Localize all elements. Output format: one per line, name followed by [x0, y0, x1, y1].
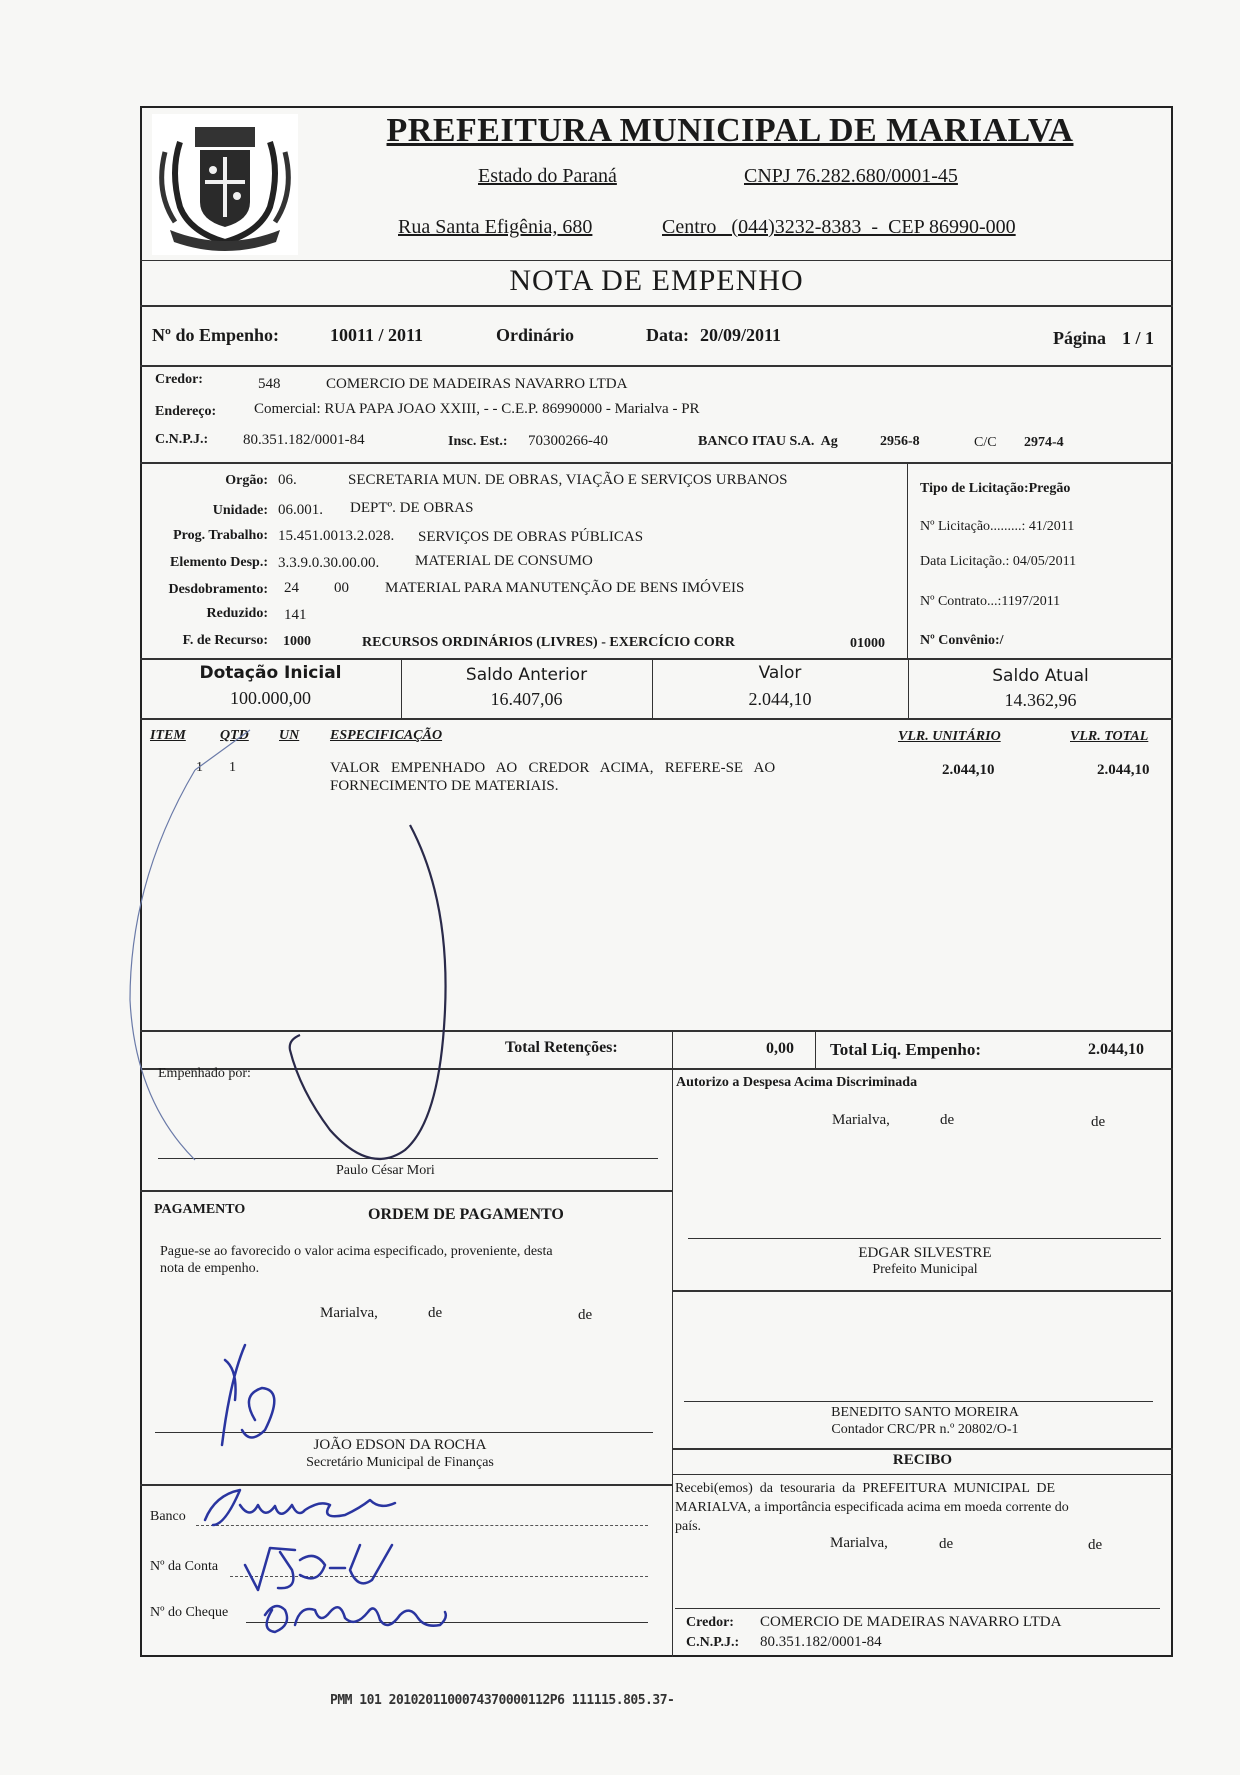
unidade-code: 06.001.	[278, 502, 323, 518]
date-label: Data:	[646, 325, 689, 345]
address-label: Endereço:	[155, 404, 217, 419]
ie-value: 70300266-40	[528, 433, 608, 449]
secretario-role: Secretário Municipal de Finanças	[306, 1455, 494, 1470]
orgao-name: SECRETARIA MUN. DE OBRAS, VIAÇÃO E SERVIÇOS URBANOS	[348, 472, 788, 488]
desd-code2: 00	[334, 580, 349, 596]
empenho-number: 10011 / 2011	[330, 325, 424, 345]
dotacao-value: 100.000,00	[230, 688, 311, 708]
item-unit-value: 2.044,10	[942, 762, 995, 778]
saldo-atual-value: 14.362,96	[1004, 690, 1077, 710]
elem-label: Elemento Desp.:	[170, 555, 268, 570]
empenhado-name: Paulo César Mori	[336, 1163, 435, 1178]
empenhado-label: Empenhado por:	[158, 1066, 251, 1081]
large-loop-signature	[290, 825, 446, 1159]
valor-value: 2.044,10	[748, 689, 812, 709]
reduzido-value: 141	[284, 607, 307, 623]
recurso-label: F. de Recurso:	[182, 633, 268, 648]
elem-code: 3.3.9.0.30.00.00.	[278, 555, 380, 571]
credor-code: 548	[258, 376, 281, 392]
licitacao-numero: Nº Licitação.........: 41/2011	[920, 519, 1075, 534]
recurso-name: RECURSOS ORDINÁRIOS (LIVRES) - EXERCÍCIO CORR	[362, 635, 735, 650]
contador-name: BENEDITO SANTO MOREIRA	[831, 1405, 1019, 1420]
recibo-title: RECIBO	[892, 1452, 953, 1468]
page-number: 1 / 1	[1122, 328, 1155, 348]
credor-cnpj: 80.351.182/0001-84	[243, 432, 365, 448]
cc-label: C/C	[974, 435, 997, 450]
orgao-code: 06.	[278, 472, 297, 488]
bank-account: 2974-4	[1024, 435, 1064, 450]
contador-role: Contador CRC/PR n.º 20802/O-1	[831, 1422, 1019, 1437]
licitacao-data: Data Licitação.: 04/05/2011	[920, 554, 1077, 569]
item-desc-line1: VALOR EMPENHADO AO CREDOR ACIMA, REFERE-SE AO	[330, 760, 776, 776]
cnpj-header: CNPJ 76.282.680/0001-45	[744, 165, 958, 187]
unidade-label: Unidade:	[212, 503, 268, 518]
municipality-title: PREFEITURA MUNICIPAL DE MARIALVA	[386, 112, 1074, 149]
prefeito-name: EDGAR SILVESTRE	[858, 1245, 992, 1261]
licitacao-convenio: Nº Convênio:/	[920, 633, 1004, 648]
col-un: UN	[279, 728, 300, 743]
state-name: Estado do Paraná	[478, 165, 617, 187]
item-qtd: 1	[229, 760, 236, 775]
recibo-line1: Recebi(emos) da tesouraria da PREFEITURA MUNICIPAL DE	[675, 1481, 1056, 1496]
col-vlr-total: VLR. TOTAL	[1070, 729, 1149, 744]
item-total-value: 2.044,10	[1097, 762, 1150, 778]
item-desc-line2: FORNECIMENTO DE MATERIAIS.	[330, 778, 559, 794]
col-vlr-unit: VLR. UNITÁRIO	[898, 729, 1001, 744]
recibo-credor-label: Credor:	[686, 1615, 734, 1630]
cnpj-label: C.N.P.J.:	[155, 432, 209, 447]
valor-label: Valor	[758, 663, 802, 683]
recibo-de1: de	[939, 1536, 954, 1552]
conta-label: Nº da Conta	[150, 1559, 219, 1574]
contact-header: Centro (044)3232-8383 - CEP 86990-000	[662, 216, 1016, 238]
item-number: 1	[196, 760, 203, 775]
orgao-label: Orgão:	[225, 473, 268, 488]
desd-code1: 24	[284, 580, 299, 596]
recibo-line3: país.	[675, 1519, 702, 1534]
licitacao-contrato: Nº Contrato...:1197/2011	[920, 594, 1061, 609]
retencoes-label: Total Retenções:	[505, 1039, 618, 1056]
banco-label: Banco	[150, 1509, 186, 1524]
document-title: NOTA DE EMPENHO	[509, 264, 804, 297]
empenho-date: 20/09/2011	[700, 325, 782, 345]
bank-agency: 2956-8	[880, 434, 920, 449]
col-qtd: QTD	[220, 728, 249, 743]
banco-handwriting	[205, 1490, 395, 1525]
credor-label: Credor:	[155, 372, 203, 387]
liq-empenho-value: 2.044,10	[1088, 1041, 1144, 1058]
desd-label: Desdobramento:	[168, 582, 268, 597]
empenho-type: Ordinário	[496, 325, 575, 345]
licitacao-tipo: Tipo de Licitação:Pregão	[920, 481, 1071, 496]
recibo-de2: de	[1088, 1537, 1103, 1553]
prefeito-role: Prefeito Municipal	[872, 1262, 978, 1277]
autorizo-de1: de	[940, 1112, 955, 1128]
col-espec: ESPECIFICAÇÃO	[330, 728, 443, 743]
ordem-pagamento-title: ORDEM DE PAGAMENTO	[368, 1206, 564, 1223]
cheque-handwriting	[265, 1606, 446, 1632]
dotacao-label: Dotação Inicial	[199, 663, 342, 683]
liq-empenho-label: Total Liq. Empenho:	[830, 1040, 981, 1059]
credor-name: COMERCIO DE MADEIRAS NAVARRO LTDA	[326, 376, 628, 392]
recurso-code2: 01000	[850, 636, 885, 651]
pagamento-de2: de	[578, 1307, 593, 1323]
page-label: Página	[1053, 328, 1107, 348]
unidade-name: DEPTº. DE OBRAS	[350, 500, 474, 516]
retencoes-value: 0,00	[766, 1040, 794, 1057]
prog-label: Prog. Trabalho:	[173, 528, 268, 543]
pagamento-de1: de	[428, 1305, 443, 1321]
pagamento-text2: nota de empenho.	[160, 1261, 260, 1276]
recibo-cnpj-label: C.N.P.J.:	[686, 1635, 740, 1650]
reduzido-label: Reduzido:	[206, 606, 268, 621]
faint-arc-signature	[130, 770, 195, 1160]
recurso-code: 1000	[283, 634, 311, 649]
bank-name: BANCO ITAU S.A. Ag	[698, 434, 838, 449]
autorizo-de2: de	[1091, 1114, 1106, 1130]
pagamento-text1: Pague-se ao favorecido o valor acima especificado, proveniente, desta	[160, 1244, 553, 1259]
elem-name: MATERIAL DE CONSUMO	[415, 553, 593, 569]
col-item: ITEM	[150, 728, 186, 743]
recibo-place: Marialva,	[830, 1535, 888, 1551]
prog-code: 15.451.0013.2.028.	[278, 528, 395, 544]
saldo-anterior-label: Saldo Anterior	[465, 665, 588, 685]
autorizo-place: Marialva,	[832, 1112, 890, 1128]
recibo-line2: MARIALVA, a importância especificada acima em moeda corrente do	[675, 1500, 1069, 1515]
address-header: Rua Santa Efigênia, 680	[398, 216, 593, 238]
pagamento-label: PAGAMENTO	[154, 1202, 246, 1217]
conta-handwriting	[245, 1545, 392, 1590]
recibo-credor-name: COMERCIO DE MADEIRAS NAVARRO LTDA	[760, 1614, 1062, 1630]
saldo-atual-label: Saldo Atual	[992, 666, 1089, 686]
credor-address: Comercial: RUA PAPA JOAO XXIII, - - C.E.P. 86990000 - Marialva - PR	[254, 401, 700, 417]
pagamento-place: Marialva,	[320, 1305, 378, 1321]
ie-label: Insc. Est.:	[448, 434, 508, 449]
autorizo-title: Autorizo a Despesa Acima Discriminada	[676, 1075, 918, 1090]
recibo-cnpj: 80.351.182/0001-84	[760, 1634, 882, 1650]
secretario-name: JOÃO EDSON DA ROCHA	[313, 1437, 487, 1453]
empenho-label: Nº do Empenho:	[152, 325, 279, 345]
desd-name: MATERIAL PARA MANUTENÇÃO DE BENS IMÓVEIS	[385, 580, 745, 596]
secretario-signature	[222, 1345, 274, 1445]
footer-code: PMM 101 2010201100074370000112P6 111115.805.37-	[330, 1693, 675, 1708]
saldo-anterior-value: 16.407,06	[490, 689, 563, 709]
cheque-label: Nº do Cheque	[150, 1605, 229, 1620]
prog-name: SERVIÇOS DE OBRAS PÚBLICAS	[418, 529, 644, 545]
